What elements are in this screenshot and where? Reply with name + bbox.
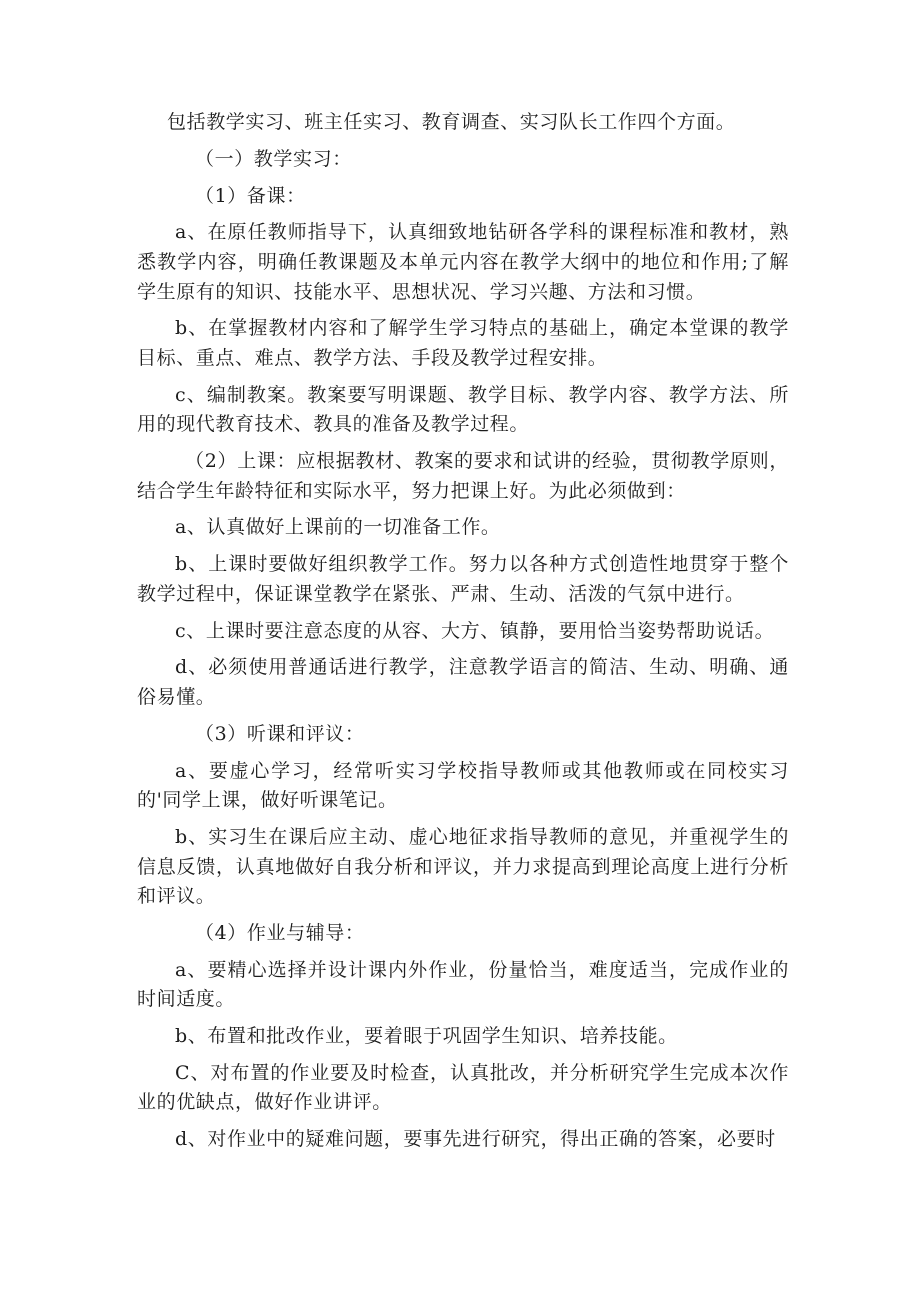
paragraph-prep-c: c、编制教案。教案要写明课题、教学目标、教学内容、教学方法、所用的现代教育技术、教具的准备及教学过程。 bbox=[137, 383, 789, 436]
subheading-teaching-class: （2）上课：应根据教材、教案的要求和试讲的经验，贯彻教学原则，结合学生年龄特征和实际水平，努力把课上好。为此必须做到： bbox=[137, 450, 789, 502]
paragraph-class-b: b、上课时要做好组织教学工作。努力以各种方式创造性地贯穿于整个教学过程中，保证课堂教学在紧张、严肃、生动、活泼的气氛中进行。 bbox=[137, 553, 789, 605]
paragraph-prep-a: a、在原任教师指导下，认真细致地钻研各学科的课程标准和教材，熟悉教学内容，明确任教课题及本单元内容在教学大纲中的地位和作用;了解学生原有的知识、技能水平、思想状况、学习兴趣、方法和习惯。 bbox=[137, 221, 789, 303]
paragraph-homework-b: b、布置和批改作业，要着眼于巩固学生知识、培养技能。 bbox=[175, 1025, 678, 1048]
paragraph-homework-a: a、要精心选择并设计课内外作业，份量恰当，难度适当，完成作业的时间适度。 bbox=[137, 958, 789, 1011]
paragraph-intro: 包括教学实习、班主任实习、教育调查、实习队长工作四个方面。 bbox=[167, 111, 736, 133]
document-body bbox=[137, 108, 789, 1162]
paragraph-class-c: c、上课时要注意态度的从容、大方、镇静，要用恰当姿势帮助说话。 bbox=[175, 619, 775, 642]
subheading-homework-tutoring: （4）作业与辅导： bbox=[195, 921, 365, 944]
subheading-observation-review: （3）听课和评议： bbox=[195, 722, 365, 745]
paragraph-homework-c: C、对布置的作业要及时检查，认真批改，并分析研究学生完成本次作业的优缺点，做好作业讲评。 bbox=[137, 1061, 789, 1114]
section-heading-teaching-practice: （一）教学实习： bbox=[195, 147, 352, 170]
paragraph-prep-b: b、在掌握教材内容和了解学生学习特点的基础上，确定本堂课的教学目标、重点、难点、教学方法、手段及教学过程安排。 bbox=[137, 317, 789, 369]
paragraph-homework-d: d、对作业中的疑难问题，要事先进行研究，得出正确的答案，必要时 bbox=[175, 1128, 776, 1151]
paragraph-class-a: a、认真做好上课前的一切准备工作。 bbox=[175, 516, 501, 539]
paragraph-observe-a: a、要虚心学习，经常听实习学校指导教师或其他教师或在同校实习的'同学上课，做好听课笔记。 bbox=[137, 759, 789, 812]
subheading-lesson-preparation: （1）备课： bbox=[195, 184, 306, 207]
paragraph-class-d: d、必须使用普通话进行教学，注意教学语言的简洁、生动、明确、通俗易懂。 bbox=[137, 656, 789, 708]
paragraph-observe-b: b、实习生在课后应主动、虚心地征求指导教师的意见，并重视学生的信息反馈，认真地做好自我分析和评议，并力求提高到理论高度上进行分析和评议。 bbox=[137, 825, 789, 908]
